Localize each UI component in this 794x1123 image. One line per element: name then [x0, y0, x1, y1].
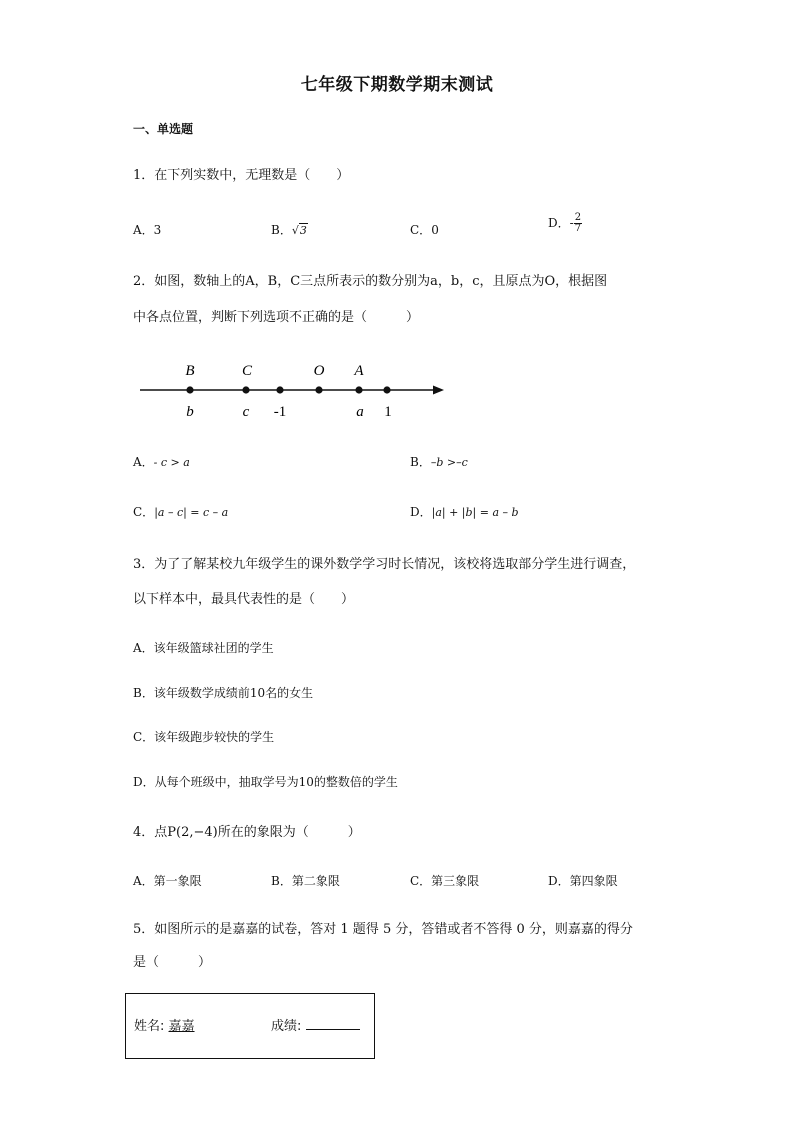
q2-option-d-expr: |a| + |b| = a – b [431, 506, 519, 519]
question-3-line-1: 3．为了了解某校九年级学生的课外数学学习时长情况，该校将选取部分学生进行调查， [133, 557, 636, 572]
question-4-text: 4．点P(2,−4)所在的象限为（ ） [133, 825, 361, 840]
q4-option-c[interactable]: C．第三象限 [410, 874, 480, 888]
point-one [383, 386, 390, 393]
label-value-c: c [242, 404, 250, 420]
label-value-b: b [186, 404, 194, 420]
label-point-o: O [313, 363, 325, 379]
fraction [574, 213, 582, 234]
question-1-text: 1．在下列实数中，无理数是（ ） [133, 168, 350, 183]
number-line-arrow-icon [433, 386, 444, 395]
question-2-line-2: 中各点位置，判断下列选项不正确的是（ ） [133, 310, 420, 325]
q3-option-a[interactable]: A．该年级篮球社团的学生 [133, 641, 274, 655]
point-o [315, 386, 322, 393]
fraction-numerator: 2 [574, 212, 582, 223]
section-heading: 一、单选题 [133, 122, 194, 136]
score-blank [306, 1017, 360, 1030]
q1-option-b[interactable] [271, 221, 308, 238]
q1-option-d-label: D． [548, 216, 570, 230]
question-3-line-2: 以下样本中，最具代表性的是（ ） [133, 592, 355, 607]
q2-option-d[interactable] [410, 503, 519, 520]
q2-option-b[interactable] [410, 453, 468, 470]
q2-option-d-label: D． [410, 505, 432, 519]
q3-option-d[interactable]: D．从每个班级中，抽取学号为10的整数倍的学生 [133, 775, 398, 789]
point-a [355, 386, 362, 393]
question-2-line-1: 2．如图，数轴上的A，B，C三点所表示的数分别为a，b，c，且原点为O，根据图 [133, 274, 608, 289]
label-value-a: a [356, 404, 364, 420]
q1-option-a-value: 3 [153, 223, 162, 237]
q2-option-b-expr: –b >–c [430, 456, 468, 469]
q4-option-d[interactable]: D．第四象限 [548, 874, 618, 888]
fraction-denominator: 7 [574, 223, 582, 234]
test-paper-box [125, 993, 375, 1059]
q4-option-a[interactable]: A．第一象限 [133, 874, 202, 888]
label-value-one: 1 [384, 404, 392, 420]
q3-option-c[interactable]: C．该年级跑步较快的学生 [133, 730, 275, 744]
q3-option-b[interactable]: B．该年级数学成绩前10名的女生 [133, 686, 314, 700]
name-field [134, 1015, 195, 1034]
sqrt-symbol: √3 [291, 224, 307, 237]
q4-option-b[interactable]: B．第二象限 [271, 874, 340, 888]
point-b [186, 386, 193, 393]
label-point-c: C [241, 363, 253, 379]
label-point-b: B [185, 363, 195, 379]
q2-option-a-label: A． [133, 455, 154, 469]
point-minus-one [276, 386, 283, 393]
q1-option-c[interactable] [410, 221, 439, 238]
name-label: 姓名: [134, 1019, 169, 1034]
q1-option-d-sign: - [569, 216, 574, 230]
q1-option-c-label: C． [410, 223, 432, 237]
q2-option-c-expr: |a – c| = c – a [154, 506, 229, 519]
q2-option-a[interactable] [133, 453, 190, 470]
q1-option-c-value: 0 [431, 223, 439, 237]
q2-option-a-expr: - c > a [153, 456, 190, 469]
q2-option-c-label: C． [133, 505, 155, 519]
q1-option-a-label: A． [133, 223, 154, 237]
q1-option-b-label: B． [271, 223, 292, 237]
q2-option-b-label: B． [410, 455, 431, 469]
label-value-minus-one: -1 [273, 404, 287, 420]
name-value: 嘉嘉 [168, 1019, 195, 1034]
question-5-line-2: 是（ ） [133, 955, 212, 970]
point-c [242, 386, 249, 393]
q1-option-b-value: 3 [299, 224, 307, 237]
q1-option-a[interactable] [133, 221, 161, 238]
q2-option-c[interactable] [133, 503, 228, 520]
page-title: 七年级下期数学期末测试 [300, 75, 494, 95]
score-field [271, 1015, 360, 1034]
score-label: 成绩: [271, 1019, 306, 1034]
number-line-figure [130, 355, 460, 430]
question-5-line-1: 5．如图所示的是嘉嘉的试卷，答对 1 题得 5 分，答错或者不答得 0 分，则嘉嘉的得分 [133, 922, 633, 937]
q1-option-d[interactable] [548, 213, 582, 234]
label-point-a: A [354, 363, 364, 379]
